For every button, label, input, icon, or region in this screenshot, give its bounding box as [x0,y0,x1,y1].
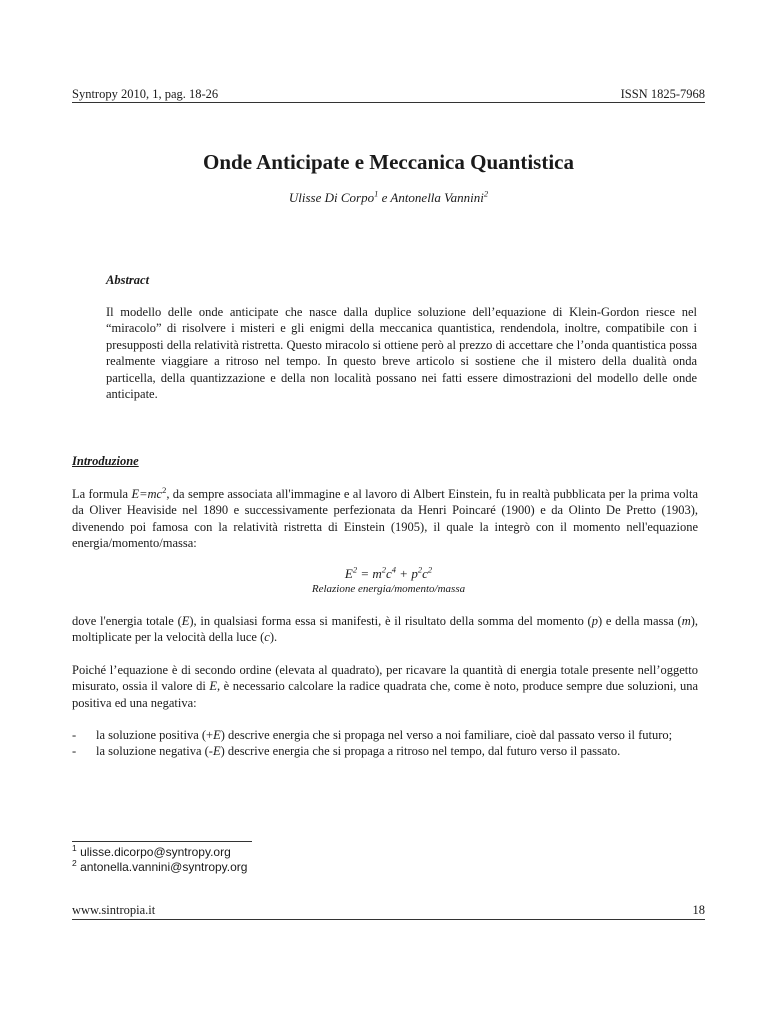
author-2-footnote-mark: 2 [483,188,489,199]
author-2: Antonella Vannini [390,190,484,205]
p1-formula: E=mc [131,487,163,501]
author-1-footnote-mark: 1 [374,188,379,199]
list-item-var: E [213,728,221,742]
intro-paragraph-3 [72,662,698,711]
p3-text-b: , è necessario calcolare la radice quadrata che, come è noto, produce sempre due soluzioni, una positiva ed una negativa: [72,679,698,710]
footnote-2-mark: 2 [72,858,77,868]
list-item [72,743,698,759]
intro-paragraph-2 [72,613,698,646]
footnote-1-mark: 1 [72,843,77,853]
p1-text-a: La formula [72,487,132,501]
equation-caption: Relazione energia/momento/massa [311,583,466,595]
p2-text-b: ), in qualsiasi forma essa si manifesti, è il risultato della somma del momento ( [189,614,592,628]
p3-var-e: E [209,679,217,694]
footnote-rule [72,841,252,842]
p2-var-p: p [591,614,598,628]
p2-var-m: m [681,614,691,628]
paper-title: Onde Anticipate e Meccanica Quantistica [203,150,574,174]
footnote-2 [72,860,247,875]
footnote-2-email[interactable]: antonella.vannini@syntropy.org [76,860,248,874]
p2-text-a: dove l'energia totale ( [72,614,182,628]
footnote-1-email[interactable]: ulisse.dicorpo@syntropy.org [76,845,231,859]
journal-citation: Syntropy 2010, 1, pag. 18-26 [72,87,219,101]
eq-e: E [344,566,353,581]
footnotes [72,845,247,875]
list-item-text-a: la soluzione negativa (- [96,744,213,759]
authors [72,190,705,206]
p2-var-c: c [264,630,270,645]
list-item-text-b: ) descrive energia che si propaga a ritroso nel tempo, dal futuro verso il passato. [220,744,621,759]
page-number: 18 [692,903,705,917]
list-item [72,727,698,743]
eq-m: = m [357,566,382,581]
eq-c2: c [422,566,428,581]
p2-text-c: ) e della massa ( [597,614,682,628]
running-footer [72,903,705,918]
list-bullet: - [72,728,77,742]
website-link[interactable]: www.sintropia.it [72,903,156,917]
eq-c1: c [386,566,392,581]
running-header [72,87,705,102]
solutions-list [72,727,698,760]
p3-text-a: Poiché l’equazione è di secondo ordine (elevata al quadrato), per ricavare la quantità di energia totale presente nell’oggetto misurato, ossia il valore di [72,663,698,694]
abstract-body: Il modello delle onde anticipate che nasce dalla duplice soluzione dell’equazione di Klein-Gordon riesce nel “miracolo” di risolvere i misteri e gli enigmi della meccanica quantistica, rendendola, inoltre, compatibile con i presupposti della relatività ristretta. Questo miracolo si ottiene però al prezzo di accettare che l’onda quantistica possa realmente viaggiare a ritroso nel tempo. In questo breve articolo si sostiene che il mistero della dualità onda particella, della quantizzazione e della non località possano nei fatti essere dimostrazioni del modello delle onde anticipate. [106,305,697,402]
eq-e-exp: 2 [352,564,358,575]
abstract-heading: Abstract [106,273,150,287]
eq-c1-exp: 4 [391,564,397,575]
eq-c2-exp: 2 [427,564,433,575]
list-item-var: E [212,744,221,759]
header-rule [72,102,705,103]
list-item-text-a: la soluzione positiva (+ [96,728,214,742]
p2-text-end: ). [269,630,278,645]
issn: ISSN 1825-7968 [620,87,705,101]
introduction-heading: Introduzione [72,454,139,468]
list-bullet: - [72,744,77,759]
p1-formula-exponent: 2 [162,484,167,495]
eq-p: + p [396,566,418,581]
list-item-text [96,727,698,743]
p2-text-d: ), moltiplicate per la velocità della luce ( [72,614,699,645]
footnote-1 [72,845,247,860]
author-connector: e [378,190,391,205]
list-item-text [96,743,698,759]
equation [72,566,705,582]
footer-rule [72,919,705,920]
p1-text-b: , da sempre associata all'immagine e al lavoro di Albert Einstein, fu in realtà pubblicata per la prima volta da Oliver Heaviside nel 1890 e successivamente perfezionata da Henri Poincaré (1900) e da Olinto De Pretto (1903), divenendo poi famosa con la relatività ristretta di Einstein (1905), il quale la integrò con il momento nell'equazione energia/momento/massa: [72,487,698,551]
eq-m-exp: 2 [381,564,387,575]
intro-paragraph-1 [72,486,698,552]
p2-var-e: E [181,614,190,628]
eq-p-exp: 2 [417,564,423,575]
list-item-text-b: ) descrive energia che si propaga nel verso a noi familiare, cioè dal passato verso il futuro; [220,728,673,742]
author-1: Ulisse Di Corpo [288,190,375,205]
